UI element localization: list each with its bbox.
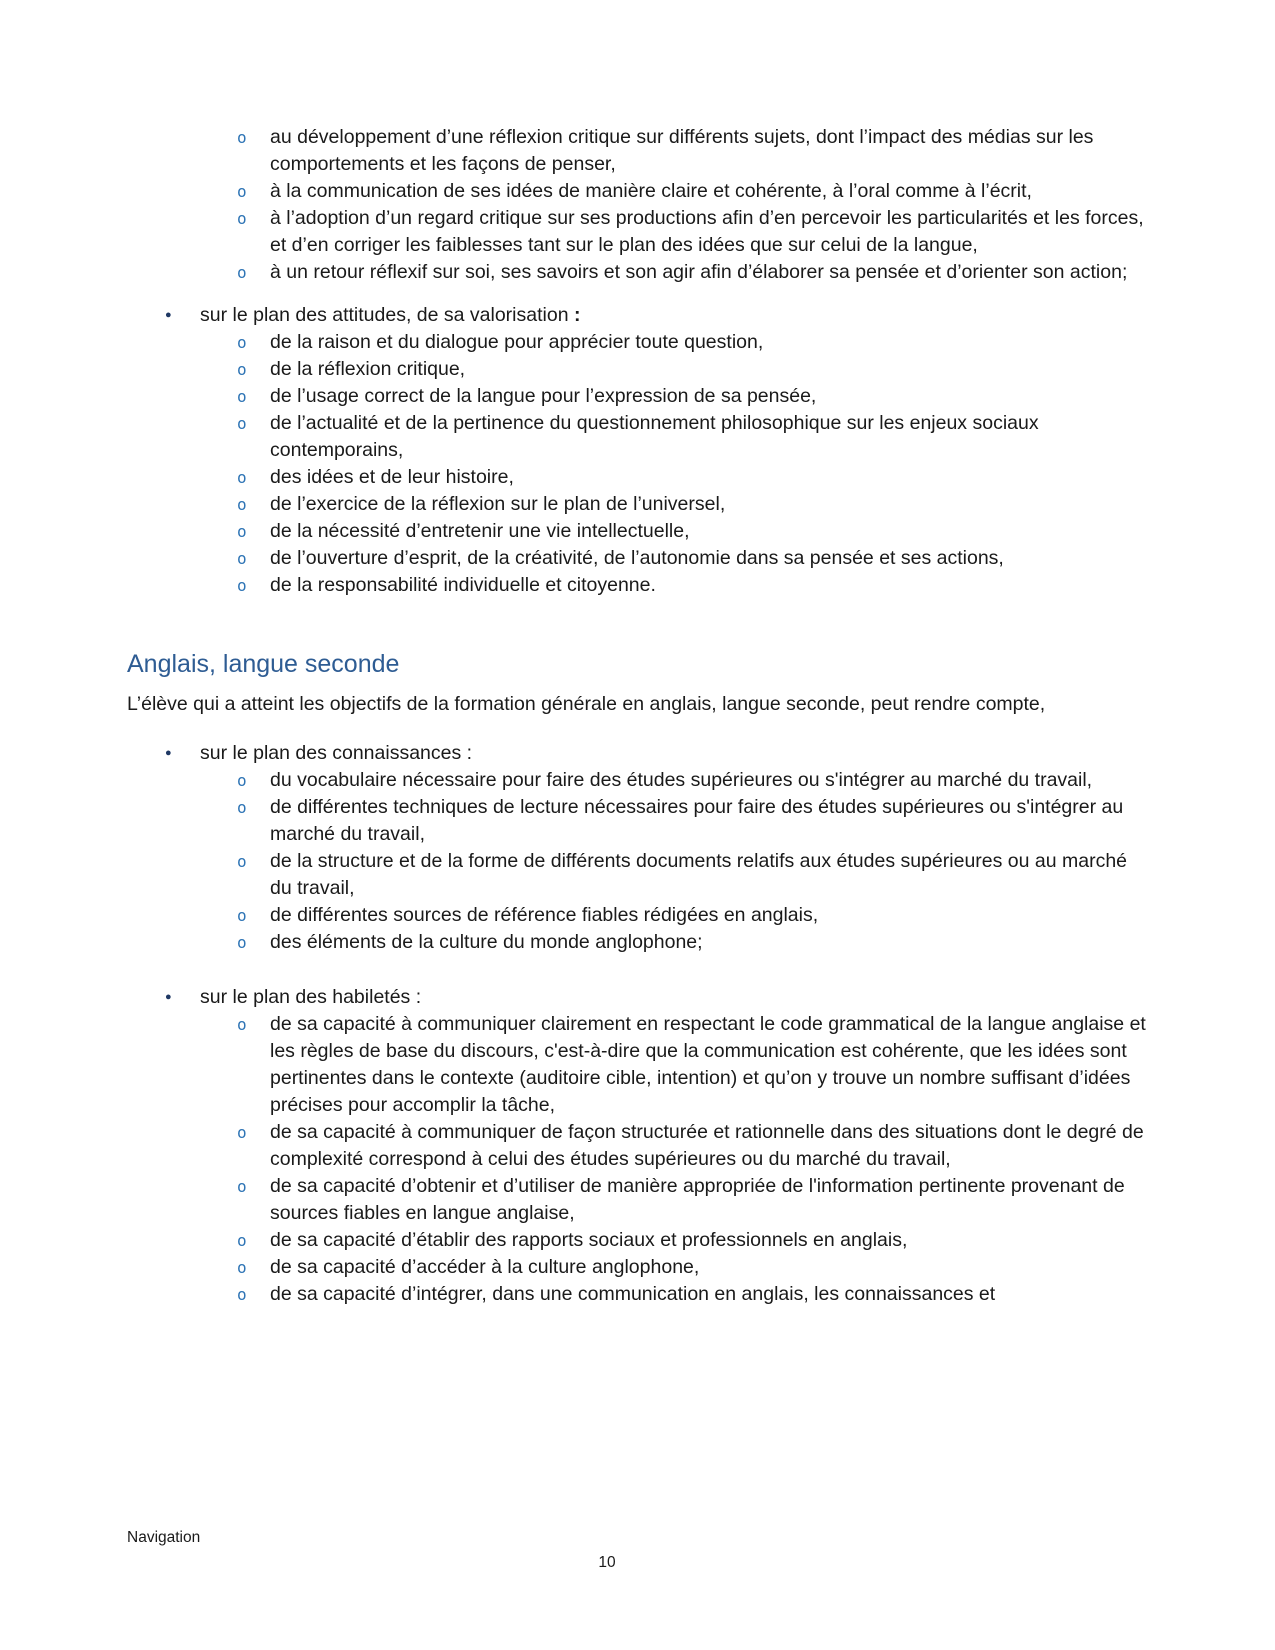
attitudes-intro <box>127 302 1150 329</box>
attitudes-intro-colon: : <box>568 304 581 326</box>
list-item-text: des éléments de la culture du monde anglophone; <box>270 931 703 953</box>
list-item-text: de l’exercice de la réflexion sur le plan de l’universel, <box>270 493 726 515</box>
circle-bullet-icon: o <box>237 771 247 790</box>
list-item <box>127 767 1150 794</box>
list-item <box>127 329 1150 356</box>
list-item <box>127 1281 1150 1308</box>
circle-bullet-icon: o <box>237 209 247 228</box>
list-item <box>127 124 1150 178</box>
list-item <box>127 464 1150 491</box>
list-item <box>127 1173 1150 1227</box>
footer-navigation-label: Navigation <box>127 1529 201 1546</box>
page-number: 10 <box>598 1554 616 1571</box>
circle-bullet-icon: o <box>237 387 247 406</box>
circle-bullet-icon: o <box>237 1123 247 1142</box>
circle-bullet-icon: o <box>237 128 247 147</box>
circle-bullet-icon: o <box>237 263 247 282</box>
circle-bullet-icon: o <box>237 798 247 817</box>
list-item <box>127 1254 1150 1281</box>
circle-bullet-icon: o <box>237 468 247 487</box>
list-item <box>127 178 1150 205</box>
solid-bullet-icon: ● <box>165 747 172 759</box>
section-heading: Anglais, langue seconde <box>127 650 400 678</box>
list-item-text: du vocabulaire nécessaire pour faire des études supérieures ou s'intégrer au marché du travail, <box>270 769 1093 791</box>
list-item <box>127 356 1150 383</box>
list-item-text: de sa capacité d’obtenir et d’utiliser de manière appropriée de l'information pertinente provenant de sources fiables en langue anglaise, <box>270 1175 1125 1224</box>
connaissances-intro-text: sur le plan des connaissances : <box>200 742 473 764</box>
habiletes-section <box>127 984 1150 1308</box>
connaissances-section <box>127 740 1150 956</box>
philosophy-skills-list <box>127 124 1150 286</box>
solid-bullet-icon: ● <box>165 309 172 321</box>
list-item-text: de différentes techniques de lecture nécessaires pour faire des études supérieures ou s'intégrer au marché du travail, <box>270 796 1124 845</box>
intro-paragraph: L’élève qui a atteint les objectifs de la formation générale en anglais, langue seconde, peut rendre compte, <box>127 693 1046 715</box>
attitudes-intro-text: sur le plan des attitudes, de sa valorisation <box>200 304 569 326</box>
list-item-text: de l’usage correct de la langue pour l’expression de sa pensée, <box>270 385 817 407</box>
list-item-text: à la communication de ses idées de manière claire et cohérente, à l’oral comme à l’écrit, <box>270 180 1032 202</box>
list-item <box>127 383 1150 410</box>
list-item-text: de l’ouverture d’esprit, de la créativité, de l’autonomie dans sa pensée et ses actions, <box>270 547 1004 569</box>
list-item <box>127 1119 1150 1173</box>
circle-bullet-icon: o <box>237 933 247 952</box>
solid-bullet-icon: ● <box>165 991 172 1003</box>
circle-bullet-icon: o <box>237 852 247 871</box>
circle-bullet-icon: o <box>237 1015 247 1034</box>
circle-bullet-icon: o <box>237 549 247 568</box>
list-item-text: à un retour réflexif sur soi, ses savoirs et son agir afin d’élaborer sa pensée et d’orienter son action; <box>270 261 1128 283</box>
list-item <box>127 1011 1150 1119</box>
list-item-text: au développement d’une réflexion critique sur différents sujets, dont l’impact des médias sur les comportements et les façons de penser, <box>270 126 1094 175</box>
list-item-text: des idées et de leur histoire, <box>270 466 514 488</box>
list-item-text: de différentes sources de référence fiables rédigées en anglais, <box>270 904 819 926</box>
list-item-text: de la responsabilité individuelle et citoyenne. <box>270 574 656 596</box>
list-item <box>127 929 1150 956</box>
list-item-text: de la structure et de la forme de différents documents relatifs aux études supérieures ou au marché du travail, <box>270 850 1128 899</box>
list-item <box>127 848 1150 902</box>
list-item <box>127 545 1150 572</box>
circle-bullet-icon: o <box>237 1231 247 1250</box>
circle-bullet-icon: o <box>237 360 247 379</box>
list-item-text: de sa capacité à communiquer de façon structurée et rationnelle dans des situations dont le degré de complexité correspond à celui des études supérieures ou du marché du travail, <box>270 1121 1144 1170</box>
list-item-text: de l’actualité et de la pertinence du questionnement philosophique sur les enjeux sociaux contemporains, <box>270 412 1039 461</box>
circle-bullet-icon: o <box>237 906 247 925</box>
list-item <box>127 410 1150 464</box>
circle-bullet-icon: o <box>237 495 247 514</box>
habiletes-intro-text: sur le plan des habiletés : <box>200 986 422 1008</box>
list-item <box>127 902 1150 929</box>
habiletes-list <box>127 1011 1150 1308</box>
circle-bullet-icon: o <box>237 1285 247 1304</box>
attitudes-list <box>127 329 1150 599</box>
list-item-text: de la nécessité d’entretenir une vie intellectuelle, <box>270 520 690 542</box>
list-item-text: de sa capacité d’accéder à la culture anglophone, <box>270 1256 700 1278</box>
connaissances-intro <box>127 740 1150 767</box>
connaissances-list <box>127 767 1150 956</box>
circle-bullet-icon: o <box>237 414 247 433</box>
list-item <box>127 491 1150 518</box>
attitudes-section <box>127 302 1150 599</box>
circle-bullet-icon: o <box>237 522 247 541</box>
list-item-text: de la réflexion critique, <box>270 358 466 380</box>
list-item <box>127 572 1150 599</box>
habiletes-intro <box>127 984 1150 1011</box>
list-item-text: de sa capacité à communiquer clairement en respectant le code grammatical de la langue anglaise et les règles de base du discours, c'est-à-dire que la communication est cohérente, que les idées sont pertinentes dans le contexte (auditoire cible, intention) et qu’on y trouve un nombre suffisant d’idées précises pour accomplir la tâche, <box>270 1013 1146 1116</box>
list-item <box>127 518 1150 545</box>
list-item <box>127 259 1150 286</box>
circle-bullet-icon: o <box>237 576 247 595</box>
list-item <box>127 794 1150 848</box>
circle-bullet-icon: o <box>237 182 247 201</box>
list-item-text: de sa capacité d’intégrer, dans une communication en anglais, les connaissances et <box>270 1283 996 1305</box>
list-item-text: de la raison et du dialogue pour apprécier toute question, <box>270 331 764 353</box>
list-item <box>127 1227 1150 1254</box>
circle-bullet-icon: o <box>237 1177 247 1196</box>
list-item-text: de sa capacité d’établir des rapports sociaux et professionnels en anglais, <box>270 1229 908 1251</box>
list-item <box>127 205 1150 259</box>
circle-bullet-icon: o <box>237 1258 247 1277</box>
circle-bullet-icon: o <box>237 333 247 352</box>
page-content <box>127 0 1150 1308</box>
list-item-text: à l’adoption d’un regard critique sur ses productions afin d’en percevoir les particularités et les forces, et d’en corriger les faiblesses tant sur le plan des idées que sur celui de la langue, <box>270 207 1144 256</box>
